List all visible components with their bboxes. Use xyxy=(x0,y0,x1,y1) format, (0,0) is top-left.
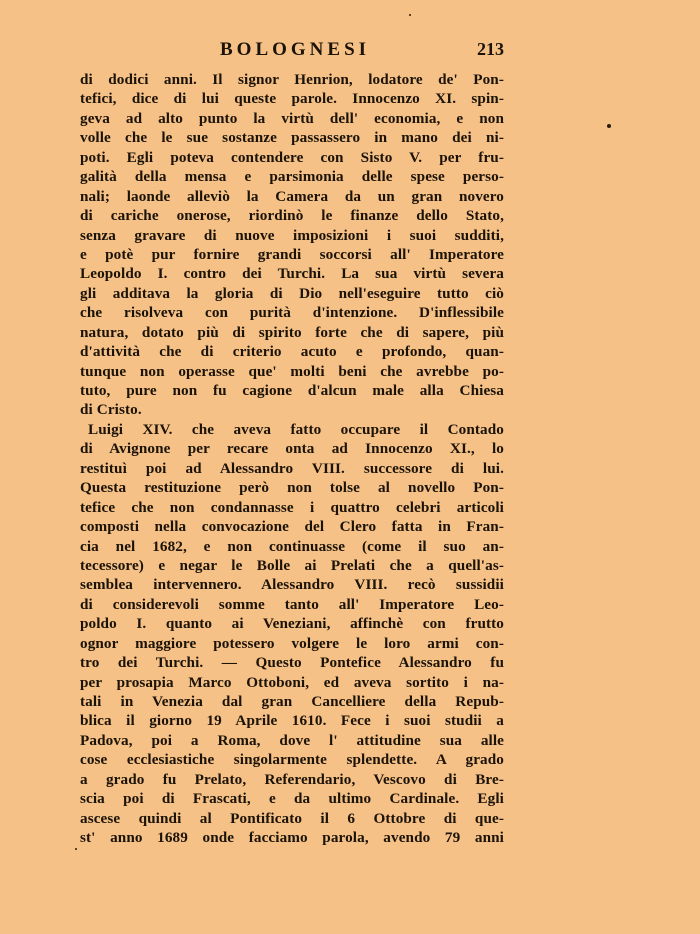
text-line: poti. Egli poteva contendere con Sisto V. per fru- xyxy=(80,148,504,166)
text-line: Luigi XIV. che aveva fatto occupare il Contado xyxy=(88,420,504,438)
text-line: cose ecclesiastiche singolarmente splendette. A grado xyxy=(80,751,504,769)
page-header xyxy=(80,39,504,65)
text-line: galità della mensa e parsimonia delle spese perso- xyxy=(80,168,504,186)
text-line: tunque non operasse que' molti beni che avrebbe po- xyxy=(80,362,504,380)
text-line: di dodici anni. Il signor Henrion, lodatore de' Pon- xyxy=(80,71,504,88)
text-line: semblea intervennero. Alessandro VIII. recò sussidii xyxy=(80,576,504,594)
ink-speck xyxy=(607,124,611,128)
text-line: composti nella convocazione del Clero fatta in Fran- xyxy=(80,518,504,536)
text-line: Padova, poi a Roma, dove l' attitudine sua alle xyxy=(80,731,504,749)
text-line: tuto, pure non fu cagione d'alcun male alla Chiesa xyxy=(80,382,504,399)
text-line: poldo I. quanto ai Veneziani, affinchè con frutto xyxy=(80,615,504,633)
text-line: che risolveva con purità d'intenzione. D'inflessibile xyxy=(80,304,504,322)
ink-speck xyxy=(75,848,77,850)
text-line: senza gravare di nuove imposizioni i suoi sudditi, xyxy=(80,226,504,244)
text-line: d'attività che di criterio acuto e profondo, quan- xyxy=(80,343,504,361)
text-line: Leopoldo I. contro dei Turchi. La sua virtù severa xyxy=(80,265,504,283)
text-line: st' anno 1689 onde facciamo parola, avendo 79 anni xyxy=(80,829,504,847)
text-line: tali in Venezia dal gran Cancelliere della Repub- xyxy=(80,693,504,710)
text-line: tecessore) e negar le Bolle ai Prelati che a quell'as- xyxy=(80,556,504,574)
ink-speck xyxy=(409,14,411,16)
text-line: di considerevoli somme tanto all' Imperatore Leo- xyxy=(80,595,504,613)
text-line: cia nel 1682, e non continuasse (come il suo an- xyxy=(80,537,504,555)
text-line: nali; laonde alleviò la Camera da un gran novero xyxy=(80,187,504,205)
text-line: ascese quindi al Pontificato il 6 Ottobre di que- xyxy=(80,809,504,827)
text-line: per prosapia Marco Ottoboni, ed aveva sortito i na- xyxy=(80,673,504,691)
running-head: BOLOGNESI xyxy=(220,39,371,60)
body-text xyxy=(80,70,504,848)
text-line: di cariche onerose, riordinò le finanze dello Stato, xyxy=(80,207,504,225)
text-line: gli additava la gloria di Dio nell'eseguire tutto ciò xyxy=(80,284,504,302)
text-line: di Avignone per recare onta ad Innocenzo XI., lo xyxy=(80,440,504,458)
text-line: tro dei Turchi. — Questo Pontefice Alessandro fu xyxy=(80,654,504,672)
text-line: ognor maggiore potessero volgere le loro armi con- xyxy=(80,634,504,652)
text-line: di Cristo. xyxy=(80,401,142,419)
text-line: scia poi di Frascati, e da ultimo Cardinale. Egli xyxy=(80,790,504,808)
page-number: 213 xyxy=(477,39,504,59)
text-line: blica il giorno 19 Aprile 1610. Fece i suoi studii a xyxy=(80,712,504,730)
text-line: geva ad alto punto la virtù dell' economia, e non xyxy=(80,109,504,127)
text-line: tefici, dice di lui queste parole. Innocenzo XI. spin- xyxy=(80,90,504,108)
text-line: a grado fu Prelato, Referendario, Vescovo di Bre- xyxy=(80,770,504,788)
text-line: natura, dotato più di spirito forte che di sapere, più xyxy=(80,323,504,341)
text-line: tefice che non condannasse i quattro celebri articoli xyxy=(80,498,504,516)
text-line: restituì poi ad Alessandro VIII. successore di lui. xyxy=(80,459,504,477)
text-line: volle che le sue sostanze passassero in mano dei ni- xyxy=(80,129,504,147)
text-line: e potè pur fornire grandi soccorsi all' Imperatore xyxy=(80,245,504,263)
text-line: Questa restituzione però non tolse al novello Pon- xyxy=(80,479,504,497)
